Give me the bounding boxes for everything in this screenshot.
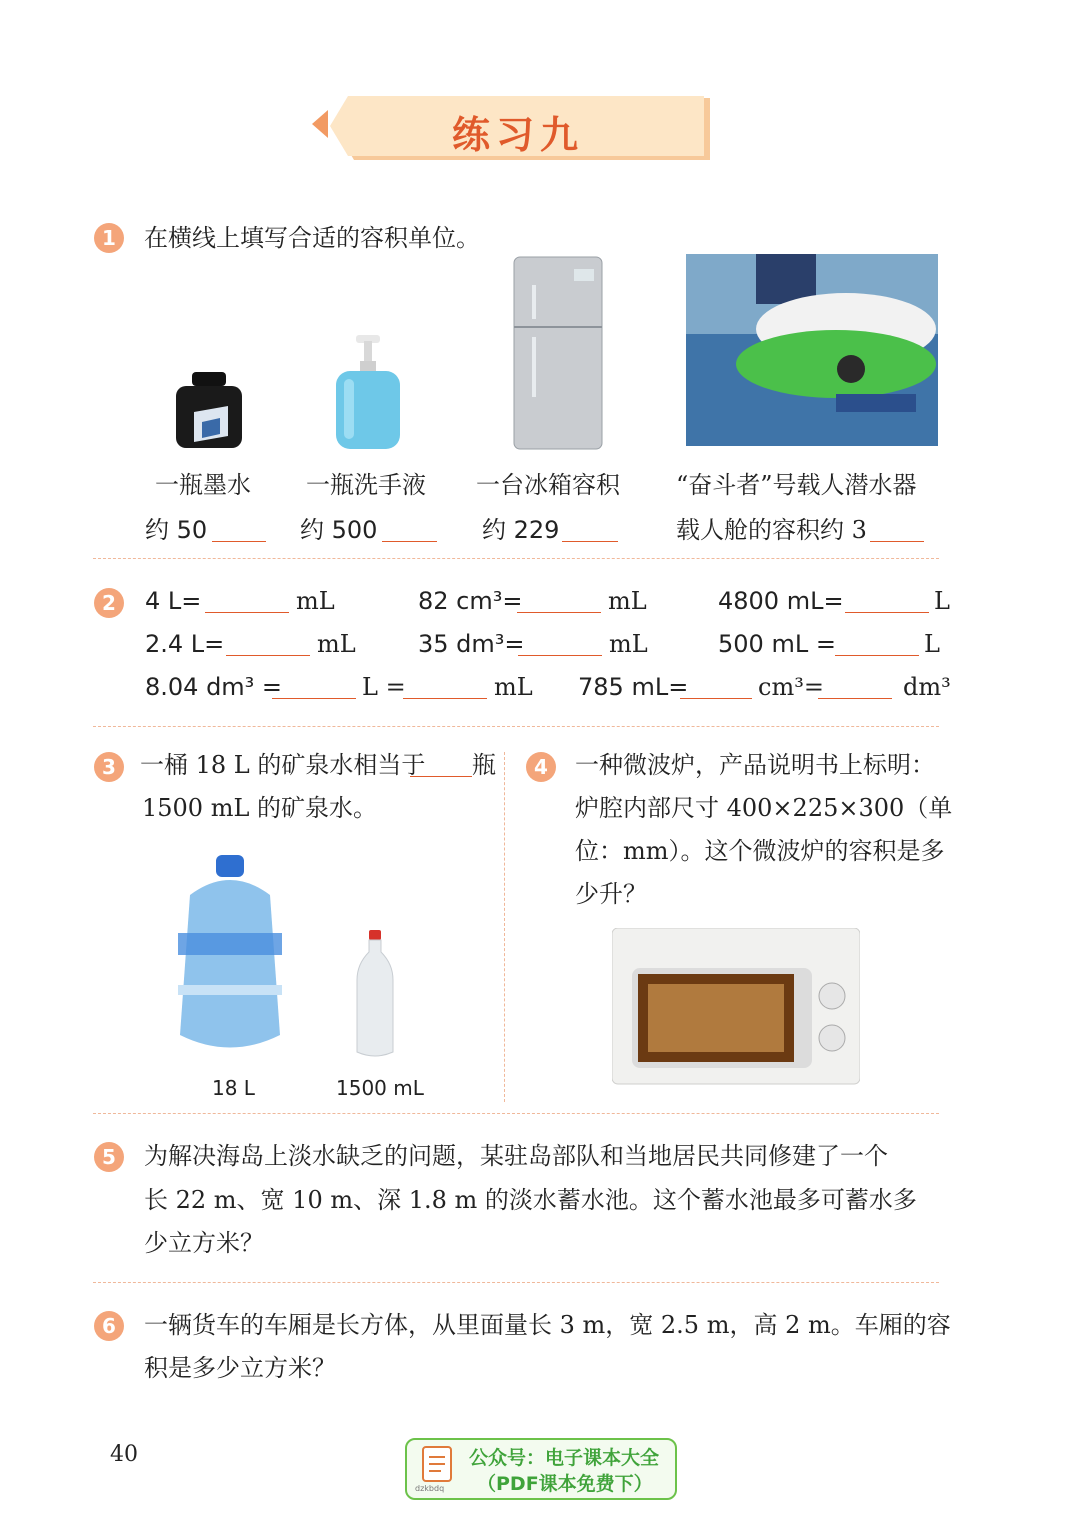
q2-r3a-mid: L = xyxy=(362,673,406,701)
q2-r3b-mid: cm³= xyxy=(758,673,824,701)
q5-line-1: 为解决海岛上淡水缺乏的问题，某驻岛部队和当地居民共同修建了一个 xyxy=(144,1142,888,1170)
answer-blank[interactable] xyxy=(845,590,929,613)
answer-blank[interactable] xyxy=(818,676,892,699)
item-soap-value: 约 500 xyxy=(300,516,378,544)
item-fridge-value: 约 229 xyxy=(482,516,560,544)
q2-r2c3-left: 500 mL = xyxy=(718,630,836,658)
answer-blank[interactable] xyxy=(870,519,924,542)
q1-prompt: 在横线上填写合适的容积单位。 xyxy=(144,224,480,252)
hand-soap-image xyxy=(330,335,410,455)
q2-r3b-left: 785 mL= xyxy=(578,673,689,701)
question-6-badge: 6 xyxy=(94,1311,124,1341)
section-divider xyxy=(93,726,939,727)
q2-r1c3-unit: L xyxy=(934,587,950,615)
answer-blank[interactable] xyxy=(226,633,310,656)
q4-line-1: 一种微波炉，产品说明书上标明： xyxy=(575,751,935,779)
answer-blank[interactable] xyxy=(403,676,487,699)
stamp-line-2: （PDF课本免费下） xyxy=(477,1473,653,1495)
q4-line-2: 炉腔内部尺寸 400×225×300（单 xyxy=(575,794,953,822)
stamp-small-text: dzkbdq xyxy=(415,1484,445,1493)
submersible-photo xyxy=(686,254,938,450)
q3-line1a: 一桶 18 L 的矿泉水相当于 xyxy=(140,751,426,779)
answer-blank[interactable] xyxy=(205,590,289,613)
q4-line-4: 少升？ xyxy=(575,880,647,908)
section-divider xyxy=(93,558,939,559)
water-bottle-image xyxy=(355,930,395,1062)
q2-r2c2-left: 35 dm³= xyxy=(418,630,525,658)
q3-line1b: 瓶 xyxy=(472,751,496,779)
section-divider xyxy=(93,1282,939,1283)
q2-r1c1-unit: mL xyxy=(296,587,335,615)
item-ink-label: 一瓶墨水 xyxy=(155,471,251,499)
q2-r2c2-unit: mL xyxy=(609,630,648,658)
item-submersible-value: 载人舱的容积约 3 xyxy=(676,516,867,544)
page-title: 练习九 xyxy=(452,112,585,157)
water-jug-image xyxy=(170,855,290,1059)
microwave-image xyxy=(612,928,860,1090)
page-number: 40 xyxy=(110,1442,138,1467)
watermark-stamp xyxy=(405,1438,677,1500)
answer-blank[interactable] xyxy=(680,676,752,699)
item-fridge-label: 一台冰箱容积 xyxy=(476,471,620,499)
ink-bottle-image xyxy=(172,372,246,454)
jug-caption: 18 L xyxy=(212,1076,255,1100)
q2-r1c2-left: 82 cm³= xyxy=(418,587,523,615)
answer-blank[interactable] xyxy=(410,754,472,777)
answer-blank[interactable] xyxy=(212,519,266,542)
answer-blank[interactable] xyxy=(517,590,601,613)
question-1-badge: 1 xyxy=(94,223,124,253)
question-3-badge: 3 xyxy=(94,752,124,782)
q2-r2c3-unit: L xyxy=(924,630,940,658)
answer-blank[interactable] xyxy=(272,676,356,699)
bottle-caption: 1500 mL xyxy=(336,1076,424,1100)
q5-line-2: 长 22 m、宽 10 m、深 1.8 m 的淡水蓄水池。这个蓄水池最多可蓄水多 xyxy=(144,1186,917,1214)
q6-line-2: 积是多少立方米？ xyxy=(144,1354,336,1382)
answer-blank[interactable] xyxy=(835,633,919,656)
item-submersible-label: “奋斗者”号载人潜水器 xyxy=(676,471,917,499)
answer-blank[interactable] xyxy=(382,519,437,542)
q4-line-3: 位：mm）。这个微波炉的容积是多 xyxy=(575,837,945,865)
question-2-badge: 2 xyxy=(94,588,124,618)
question-4-badge: 4 xyxy=(526,752,556,782)
refrigerator-image xyxy=(512,255,604,455)
q5-line-3: 少立方米？ xyxy=(144,1229,264,1257)
q2-r3a-left: 8.04 dm³ = xyxy=(145,673,283,701)
q6-line-1: 一辆货车的车厢是长方体，从里面量长 3 m，宽 2.5 m，高 2 m。车厢的容 xyxy=(144,1311,951,1339)
q3-line2: 1500 mL 的矿泉水。 xyxy=(142,794,378,822)
answer-blank[interactable] xyxy=(562,519,618,542)
column-divider xyxy=(504,752,505,1102)
section-divider xyxy=(93,1113,939,1114)
question-5-badge: 5 xyxy=(94,1142,124,1172)
q2-r2c1-unit: mL xyxy=(317,630,356,658)
item-soap-label: 一瓶洗手液 xyxy=(306,471,426,499)
answer-blank[interactable] xyxy=(518,633,602,656)
q2-r1c1-left: 4 L= xyxy=(145,587,202,615)
title-banner xyxy=(312,96,712,162)
q2-r3b-unit: dm³ xyxy=(903,673,951,701)
item-ink-value: 约 50 xyxy=(145,516,208,544)
q2-r1c2-unit: mL xyxy=(608,587,647,615)
q2-r1c3-left: 4800 mL= xyxy=(718,587,844,615)
q2-r2c1-left: 2.4 L= xyxy=(145,630,225,658)
stamp-line-1: 公众号：电子课本大全 xyxy=(469,1447,660,1469)
q2-r3a-unit: mL xyxy=(494,673,533,701)
